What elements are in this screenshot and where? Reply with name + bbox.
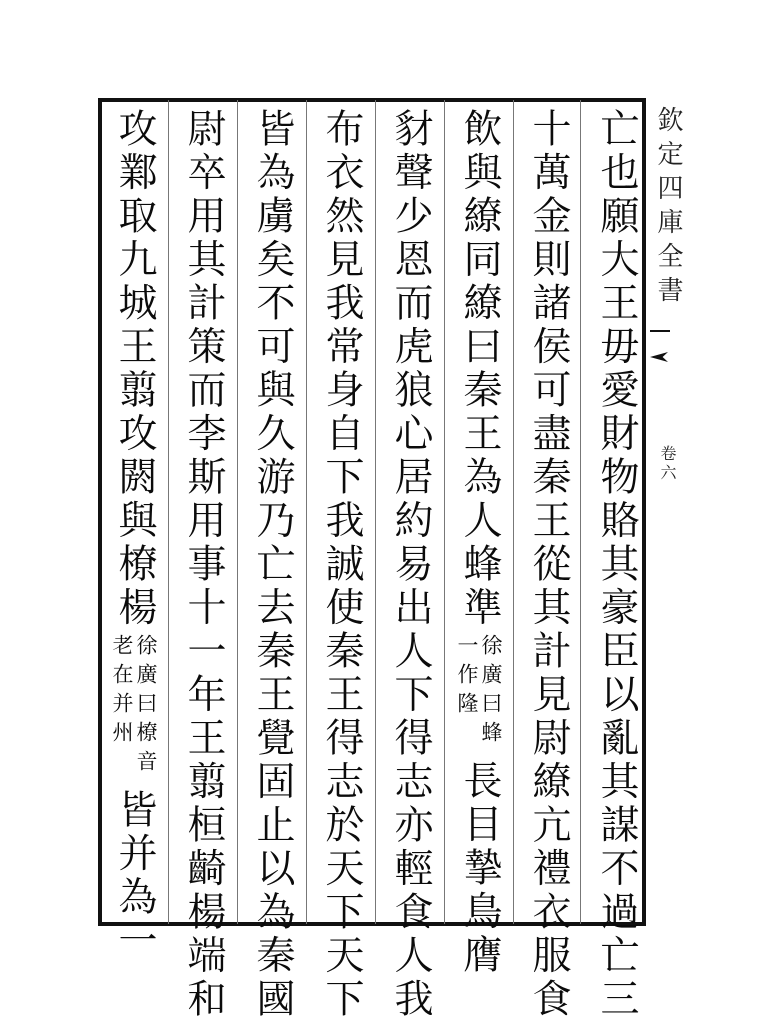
fish-tail-mark [650,330,670,338]
text-column-3 [451,108,507,978]
column-text: 尉卒用其計策而李斯用事十一年王翦桓齮楊端和 [181,108,226,1022]
column-rule [237,100,238,924]
annotation [110,634,158,779]
column-rule [513,100,514,924]
column-rule [306,100,307,924]
margin-juan-number: 卷六 [658,445,677,483]
text-column-1 [588,108,644,1022]
text-column-8 [106,108,162,963]
margin-book-title: 欽定四庫全書 [653,106,683,310]
column-text: 亡也願大王毋愛財物賂其豪臣以亂其謀不過亡三 [594,108,639,1022]
column-text-continued: 長目摯鳥膺 [457,760,502,978]
annotation-right: 徐廣曰蜂 [479,634,503,750]
column-rule [168,100,169,924]
column-rule [444,100,445,924]
annotation-left: 老在并州 [110,634,134,750]
text-column-7 [175,108,231,1022]
annotation-right: 徐廣曰橑音 [134,634,158,779]
column-text: 十萬金則諸侯可盡秦王從其計見尉繚亢禮衣服食 [526,108,571,1022]
column-text: 飲與繚同繚曰秦王為人蜂準 [457,108,502,630]
column-text: 豺聲少恩而虎狼心居約易出人下得志亦輕食人我 [388,108,433,1022]
fish-tail-mark [650,352,668,362]
column-rule [580,100,581,924]
column-text: 布衣然見我常身自下我誠使秦王得志於天下天下 [319,108,364,1022]
column-text: 攻鄴取九城王翦攻閼與橑楊 [112,108,157,630]
column-rule [375,100,376,924]
column-text-continued: 皆并為一 [112,789,157,963]
text-column-6 [244,108,300,1022]
column-text: 皆為虜矣不可與久游乃亡去秦王覺固止以為秦國 [250,108,295,1022]
text-column-2 [520,108,576,1022]
annotation [455,634,503,750]
annotation-left: 一作隆 [455,634,479,721]
text-column-5 [313,108,369,1022]
text-column-4 [382,108,438,1022]
